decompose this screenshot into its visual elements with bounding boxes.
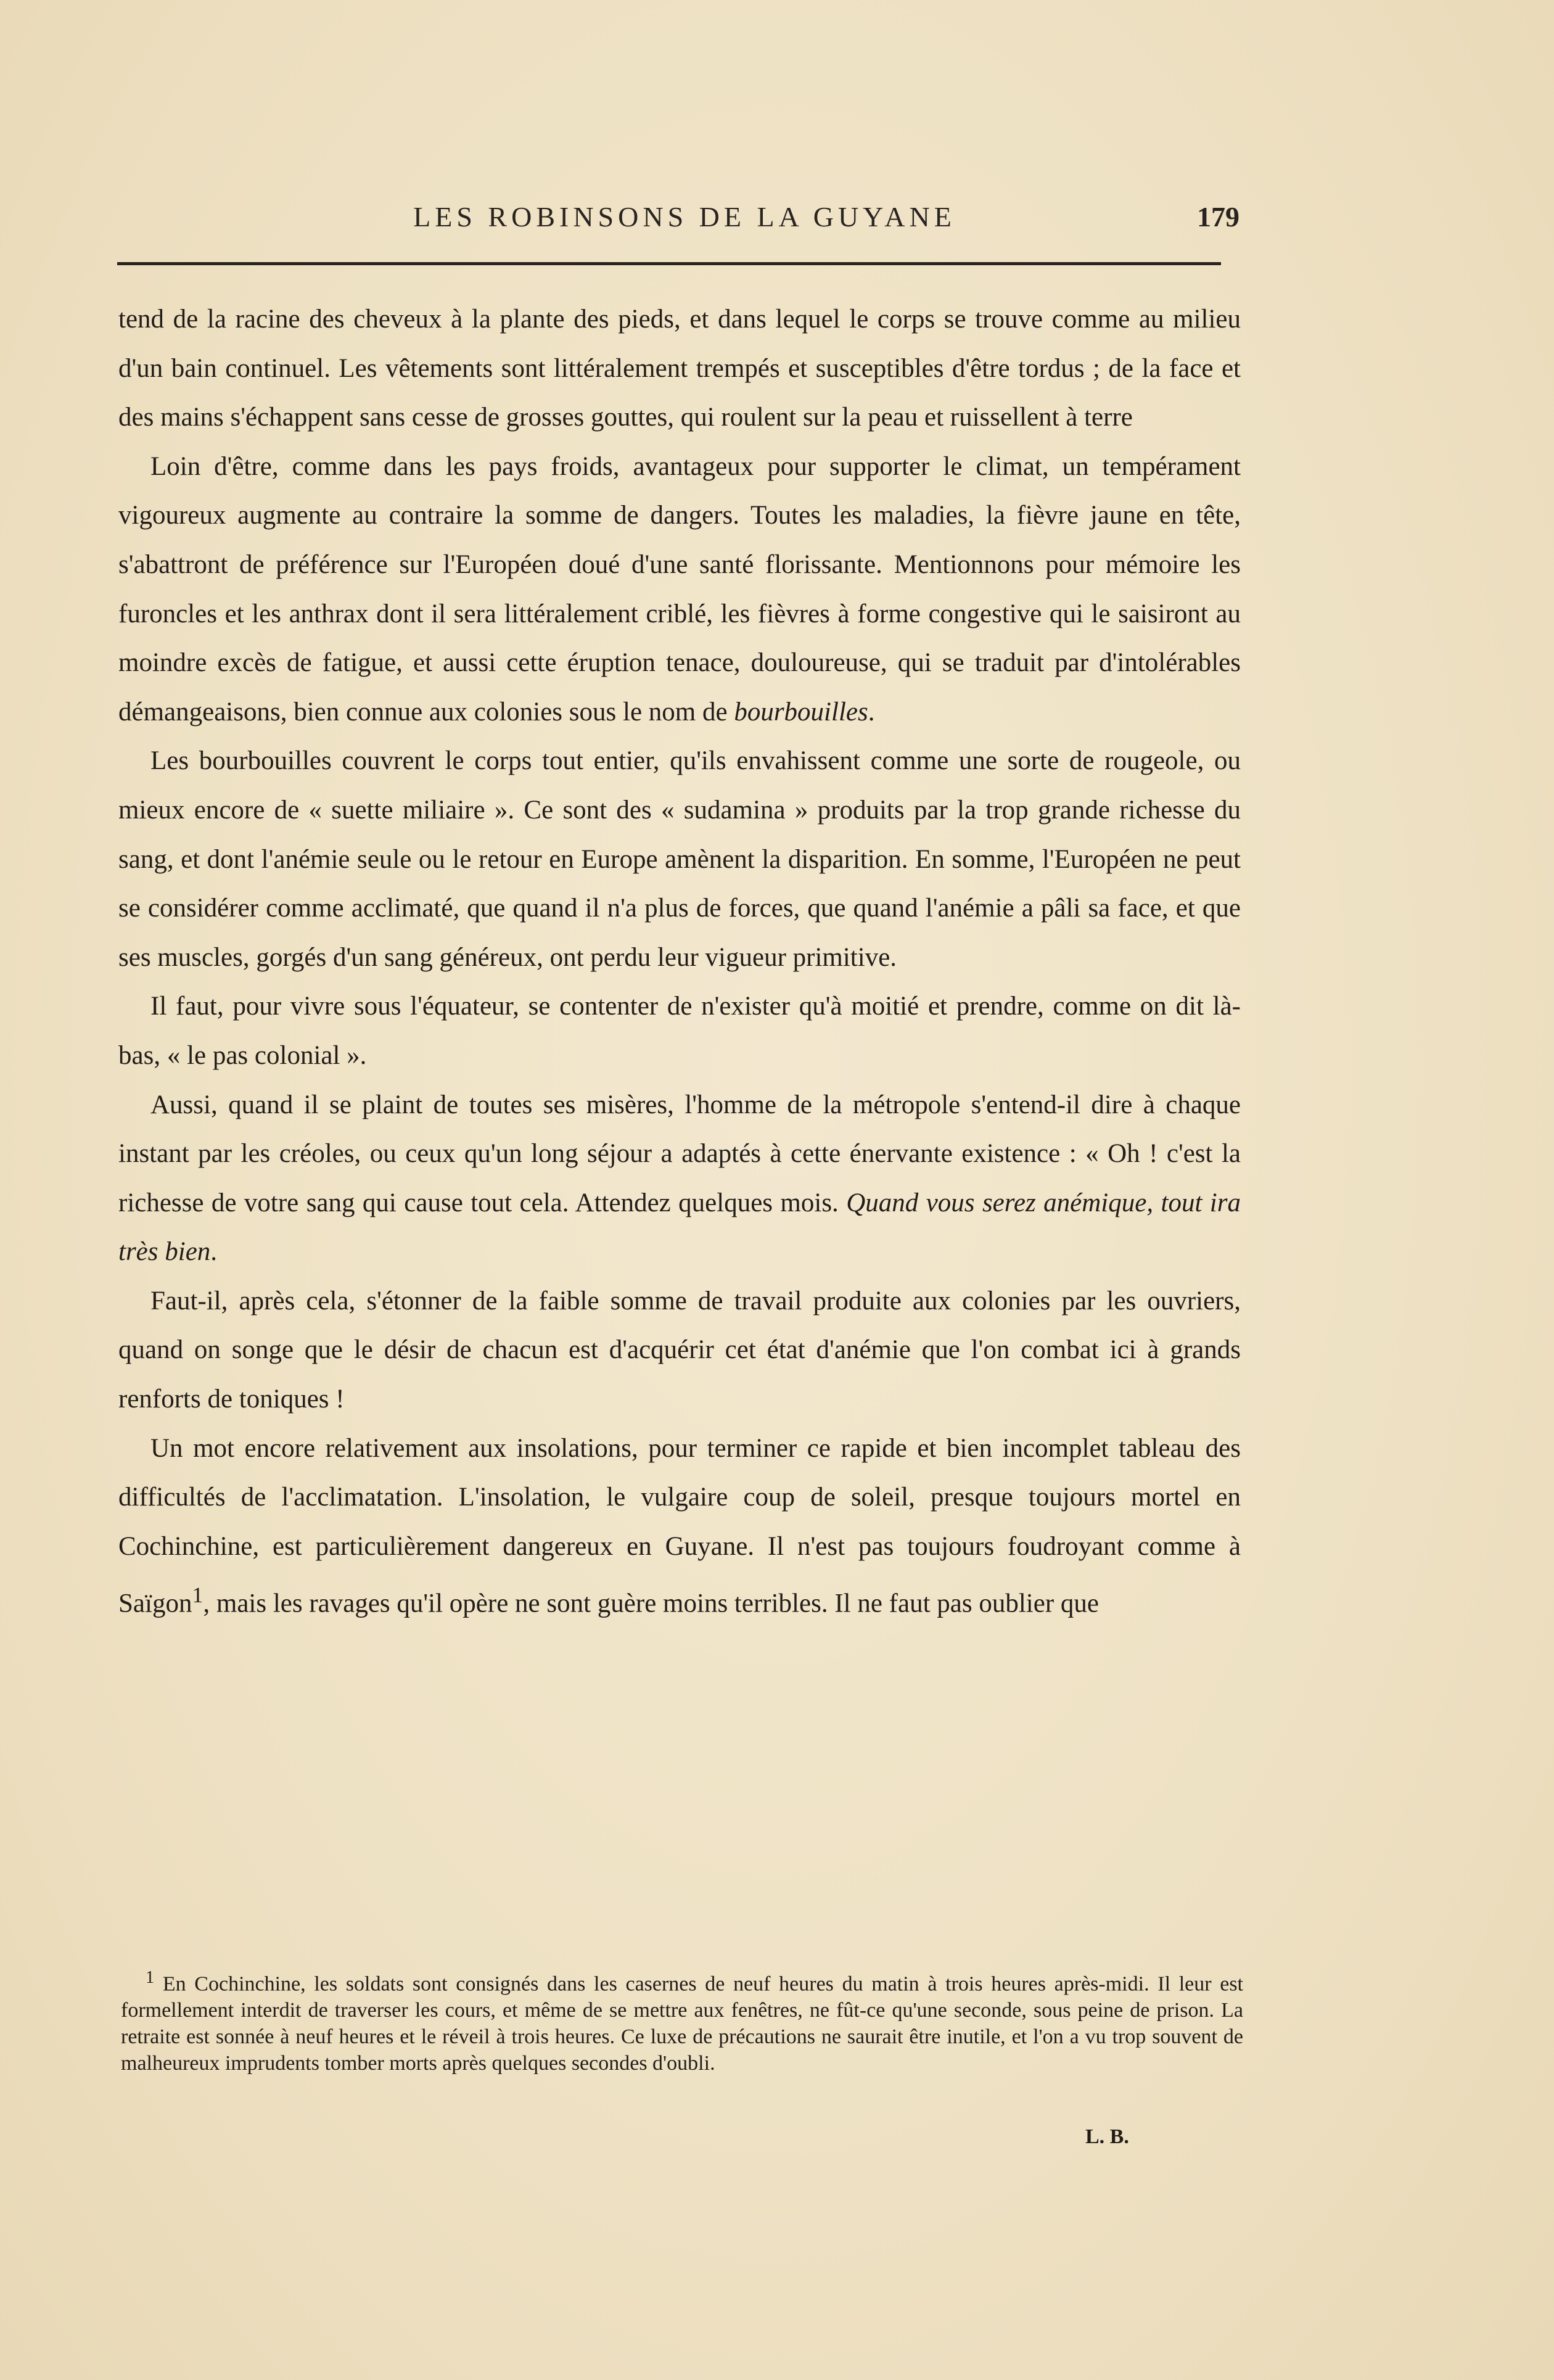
paragraph-text: Loin d'être, comme dans les pays froids, avantageux pour supporter le climat, un tempérament vigoureux augmente au contraire la somme de dangers. Toutes les maladies, la fièvre jaune en tête, s'abattront de préférence sur l'Européen doué d'une santé florissante. Mentionnons pour mémoire les furoncles et les anthrax dont il sera littéralement criblé, les fièvres à forme congestive qui le saisiront au moindre excès de fatigue, et aussi cette éruption tenace, douloureuse, qui se traduit par d'intolérables démangeaisons, bien connue aux colonies sous le nom de	[118, 451, 1241, 727]
paragraph-text: Il faut, pour vivre sous l'équateur, se contenter de n'exister qu'à moitié et prendre, comme on dit là-bas, « le pas colonial ».	[118, 992, 1241, 1070]
paragraph-5	[118, 1081, 1241, 1277]
footnote-reference: 1	[192, 1583, 204, 1608]
italic-quote: Quand vous serez anémique, tout ira très bien	[118, 1188, 1241, 1267]
paragraph-1	[118, 295, 1241, 442]
body-text	[118, 295, 1241, 1628]
paragraph-text: .	[210, 1237, 218, 1267]
page-header	[117, 194, 1252, 244]
paragraph-text: Un mot encore relativement aux insolations, pour terminer ce rapide et bien incomplet tableau des difficultés de l'acclimatation. L'insolation, le vulgaire coup de soleil, presque toujours mortel en Cochinchine, est particulièrement dangereux en Guyane. Il n'est pas toujours foudroyant comme à Saïgon	[118, 1433, 1241, 1618]
paragraph-text: Faut-il, après cela, s'étonner de la faible somme de travail produite aux colonies par les ouvriers, quand on songe que le désir de chacun est d'acquérir cet état d'anémie que l'on combat ici à grands renforts de toniques !	[118, 1286, 1241, 1414]
footnote	[121, 1964, 1243, 2077]
paragraph-2	[118, 442, 1241, 737]
page-number: 179	[1197, 201, 1240, 233]
paragraph-text: .	[868, 697, 875, 727]
paragraph-text: Les bourbouilles couvrent le corps tout entier, qu'ils envahissent comme une sorte de rougeole, ou mieux encore de « suette miliaire ». Ce sont des « sudamina » produits par la trop grande richesse du sang, et dont l'anémie seule ou le retour en Europe amènent la disparition. En somme, l'Européen ne peut se considérer comme acclimaté, que quand il n'a plus de forces, que quand l'anémie a pâli sa face, et que ses muscles, gorgés d'un sang généreux, ont perdu leur vigueur primitive.	[118, 746, 1241, 972]
paragraph-text: tend de la racine des cheveux à la plante des pieds, et dans lequel le corps se trouve comme au milieu d'un bain continuel. Les vêtements sont littéralement trempés et susceptibles d'être tordus ; de la face et des mains s'échappent sans cesse de grosses gouttes, qui roulent sur la peau et ruissellent à terre	[118, 305, 1241, 432]
italic-term: bourbouilles	[734, 697, 868, 727]
paragraph-6	[118, 1277, 1241, 1424]
paragraph-text: , mais les ravages qu'il opère ne sont guère moins terribles. Il ne faut pas oublier que	[203, 1589, 1099, 1618]
footnote-marker: 1	[146, 1968, 155, 1987]
footnote-signature: L. B.	[1085, 2125, 1129, 2148]
paragraph-text: Aussi, quand il se plaint de toutes ses misères, l'homme de la métropole s'entend-il dire à chaque instant par les créoles, ou ceux qu'un long séjour a adaptés à cette énervante existence : « Oh ! c'est la richesse de votre sang qui cause tout cela. Attendez quelques mois.	[118, 1090, 1241, 1217]
footnote-body: En Cochinchine, les soldats sont consignés dans les casernes de neuf heures du matin à trois heures après-midi. Il leur est formellement interdit de traverser les cours, et même de se mettre aux fenêtres, ne fût-ce qu'une seconde, sous peine de prison. La retraite est sonnée à neuf heures et le réveil à trois heures. Ce luxe de précautions ne saurait être inutile, et l'on a vu trop souvent de malheureux imprudents tomber morts après quelques secondes d'oubli.	[121, 1972, 1243, 2075]
paragraph-4	[118, 982, 1241, 1080]
running-title: LES ROBINSONS DE LA GUYANE	[413, 201, 956, 233]
paragraph-3	[118, 736, 1241, 982]
paragraph-7	[118, 1424, 1241, 1629]
header-rule	[117, 262, 1221, 265]
footnote-text	[121, 1964, 1243, 2077]
